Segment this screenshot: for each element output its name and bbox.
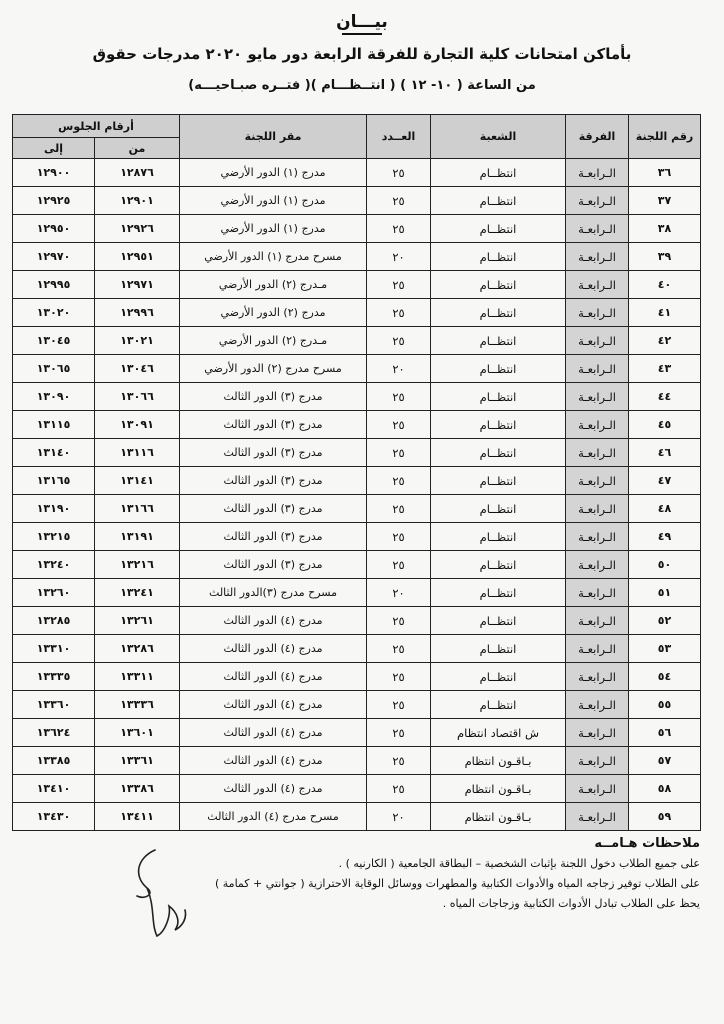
location-cell: مدرج (٤) الدور الثالث xyxy=(180,719,367,747)
seat-to-cell: ١٢٩٩٥ xyxy=(13,271,95,299)
table-row xyxy=(13,299,701,327)
committee-number-cell: ٣٦ xyxy=(629,159,701,187)
year-cell: الـرابعـة xyxy=(566,803,629,831)
note-item: على الطلاب توفير زجاجه المياه والأدوات الكتابية والمطهرات ووسائل الوقاية الاحترازية ( جوانتي + كمامة ) xyxy=(215,877,700,890)
year-cell: الـرابعـة xyxy=(566,579,629,607)
seat-to-cell: ١٣٢١٥ xyxy=(13,523,95,551)
year-cell: الـرابعـة xyxy=(566,523,629,551)
count-cell: ٢٥ xyxy=(367,159,431,187)
location-cell: مدرج (٤) الدور الثالث xyxy=(180,607,367,635)
table-row xyxy=(13,439,701,467)
seat-from-cell: ١٣٠٦٦ xyxy=(95,383,180,411)
count-cell: ٢٥ xyxy=(367,663,431,691)
count-cell: ٢٥ xyxy=(367,271,431,299)
division-cell: انتظــام xyxy=(431,243,566,271)
location-cell: مدرج (٣) الدور الثالث xyxy=(180,523,367,551)
year-cell: الـرابعـة xyxy=(566,355,629,383)
committee-number-cell: ٤٥ xyxy=(629,411,701,439)
count-cell: ٢٥ xyxy=(367,775,431,803)
committee-number-cell: ٣٨ xyxy=(629,215,701,243)
table-row xyxy=(13,383,701,411)
location-cell: مدرج (٤) الدور الثالث xyxy=(180,747,367,775)
seat-from-cell: ١٢٩٠١ xyxy=(95,187,180,215)
committee-number-cell: ٤٤ xyxy=(629,383,701,411)
table-row xyxy=(13,215,701,243)
division-cell: انتظــام xyxy=(431,691,566,719)
table-row xyxy=(13,635,701,663)
year-cell: الـرابعـة xyxy=(566,159,629,187)
count-cell: ٢٥ xyxy=(367,299,431,327)
table-row xyxy=(13,355,701,383)
seat-to-cell: ١٣٢٦٠ xyxy=(13,579,95,607)
document-subtitle: بأماكن امتحانات كلية التجارة للفرقة الرابعة دور مايو ٢٠٢٠ مدرجات حقوق xyxy=(92,45,632,63)
location-cell: مسرح مدرج (٣)الدور الثالث xyxy=(180,579,367,607)
session-period: (فتــره صبـاحيـــه )من الساعة ( ١٠- ١٢ ) ( انتــظـــام ) xyxy=(188,78,536,93)
committee-number-cell: ٤٨ xyxy=(629,495,701,523)
document-title: بيـــان xyxy=(336,12,388,32)
note-item: على جميع الطلاب دخول اللجنة بإثبات الشخصية – البطاقة الجامعية ( الكارنيه ) . xyxy=(338,857,700,870)
year-cell: الـرابعـة xyxy=(566,691,629,719)
count-cell: ٢٠ xyxy=(367,803,431,831)
year-cell: الـرابعـة xyxy=(566,243,629,271)
count-cell: ٢٥ xyxy=(367,187,431,215)
seat-to-cell: ١٣٤١٠ xyxy=(13,775,95,803)
committee-number-cell: ٣٩ xyxy=(629,243,701,271)
count-cell: ٢٥ xyxy=(367,383,431,411)
year-cell: الـرابعـة xyxy=(566,551,629,579)
table-row xyxy=(13,243,701,271)
committee-number-cell: ٥٥ xyxy=(629,691,701,719)
seat-to-cell: ١٣١٤٠ xyxy=(13,439,95,467)
note-item: يحظ على الطلاب تبادل الأدوات الكتابية وزجاجات المياه . xyxy=(442,897,700,910)
committee-number-cell: ٥٨ xyxy=(629,775,701,803)
seat-from-cell: ١٢٩٧١ xyxy=(95,271,180,299)
division-cell: انتظــام xyxy=(431,383,566,411)
count-cell: ٢٥ xyxy=(367,747,431,775)
committee-number-cell: ٥٣ xyxy=(629,635,701,663)
location-cell: مدرج (٤) الدور الثالث xyxy=(180,635,367,663)
year-cell: الـرابعـة xyxy=(566,467,629,495)
year-cell: الـرابعـة xyxy=(566,299,629,327)
seat-from-cell: ١٢٩٢٦ xyxy=(95,215,180,243)
location-cell: مدرج (٣) الدور الثالث xyxy=(180,383,367,411)
table-row xyxy=(13,607,701,635)
location-cell: مدرج (٣) الدور الثالث xyxy=(180,467,367,495)
seat-from-cell: ١٢٩٥١ xyxy=(95,243,180,271)
committee-number-cell: ٤٣ xyxy=(629,355,701,383)
count-cell: ٢٥ xyxy=(367,635,431,663)
table-row xyxy=(13,495,701,523)
year-cell: الـرابعـة xyxy=(566,187,629,215)
seat-from-cell: ١٣٣٦١ xyxy=(95,747,180,775)
table-row xyxy=(13,271,701,299)
seat-to-cell: ١٣٢٨٥ xyxy=(13,607,95,635)
seat-from-cell: ١٣١٩١ xyxy=(95,523,180,551)
year-cell: الـرابعـة xyxy=(566,663,629,691)
location-cell: مدرج (٤) الدور الثالث xyxy=(180,691,367,719)
seat-from-cell: ١٣٠٢١ xyxy=(95,327,180,355)
seat-from-cell: ١٣٣٨٦ xyxy=(95,775,180,803)
table-row xyxy=(13,327,701,355)
table-row xyxy=(13,187,701,215)
seat-to-cell: ١٣٣١٠ xyxy=(13,635,95,663)
table-row xyxy=(13,691,701,719)
year-cell: الـرابعـة xyxy=(566,439,629,467)
table-row xyxy=(13,159,701,187)
division-cell: انتظــام xyxy=(431,159,566,187)
seat-from-cell: ١٣١٤١ xyxy=(95,467,180,495)
count-cell: ٢٠ xyxy=(367,355,431,383)
year-cell: الـرابعـة xyxy=(566,411,629,439)
year-cell: الـرابعـة xyxy=(566,635,629,663)
count-cell: ٢٠ xyxy=(367,579,431,607)
count-cell: ٢٥ xyxy=(367,691,431,719)
header-count: العــدد xyxy=(367,115,431,159)
year-cell: الـرابعـة xyxy=(566,327,629,355)
location-cell: مسرح مدرج (١) الدور الأرضي xyxy=(180,243,367,271)
seat-from-cell: ١٣١١٦ xyxy=(95,439,180,467)
year-cell: الـرابعـة xyxy=(566,215,629,243)
table-body xyxy=(13,159,701,831)
header-location: مقر اللجنة xyxy=(180,115,367,159)
committee-number-cell: ٥٤ xyxy=(629,663,701,691)
table-row xyxy=(13,523,701,551)
table-row xyxy=(13,467,701,495)
committee-number-cell: ٥٠ xyxy=(629,551,701,579)
division-cell: انتظــام xyxy=(431,495,566,523)
table-row xyxy=(13,747,701,775)
count-cell: ٢٥ xyxy=(367,439,431,467)
seat-to-cell: ١٣١١٥ xyxy=(13,411,95,439)
table-row xyxy=(13,775,701,803)
location-cell: مـدرج (٢) الدور الأرضي xyxy=(180,271,367,299)
table-row xyxy=(13,551,701,579)
division-cell: انتظــام xyxy=(431,355,566,383)
division-cell: بـاقـون انتظام xyxy=(431,803,566,831)
seat-from-cell: ١٣٤١١ xyxy=(95,803,180,831)
notes-section xyxy=(100,836,700,917)
division-cell: انتظــام xyxy=(431,439,566,467)
seat-to-cell: ١٢٩٢٥ xyxy=(13,187,95,215)
year-cell: الـرابعـة xyxy=(566,495,629,523)
location-cell: مدرج (١) الدور الأرضي xyxy=(180,215,367,243)
seat-to-cell: ١٣٦٢٤ xyxy=(13,719,95,747)
seat-to-cell: ١٣٣٣٥ xyxy=(13,663,95,691)
count-cell: ٢٠ xyxy=(367,243,431,271)
table-row xyxy=(13,719,701,747)
committee-number-cell: ٤٧ xyxy=(629,467,701,495)
seat-from-cell: ١٢٩٩٦ xyxy=(95,299,180,327)
location-cell: مسرح مدرج (٢) الدور الأرضي xyxy=(180,355,367,383)
seat-to-cell: ١٣٣٦٠ xyxy=(13,691,95,719)
location-cell: مدرج (٣) الدور الثالث xyxy=(180,551,367,579)
table-row xyxy=(13,803,701,831)
division-cell: ش اقتصاد انتظام xyxy=(431,719,566,747)
division-cell: انتظــام xyxy=(431,299,566,327)
division-cell: انتظــام xyxy=(431,327,566,355)
division-cell: انتظــام xyxy=(431,215,566,243)
division-cell: انتظــام xyxy=(431,579,566,607)
year-cell: الـرابعـة xyxy=(566,719,629,747)
seat-to-cell: ١٣١٦٥ xyxy=(13,467,95,495)
location-cell: مدرج (٣) الدور الثالث xyxy=(180,495,367,523)
count-cell: ٢٥ xyxy=(367,327,431,355)
seat-from-cell: ١٣٢٤١ xyxy=(95,579,180,607)
location-cell: مدرج (٤) الدور الثالث xyxy=(180,663,367,691)
division-cell: انتظــام xyxy=(431,467,566,495)
committee-number-cell: ٣٧ xyxy=(629,187,701,215)
location-cell: مدرج (٣) الدور الثالث xyxy=(180,411,367,439)
count-cell: ٢٥ xyxy=(367,467,431,495)
header-division: الشعبة xyxy=(431,115,566,159)
count-cell: ٢٥ xyxy=(367,495,431,523)
division-cell: بـاقـون انتظام xyxy=(431,747,566,775)
seat-to-cell: ١٣٠٦٥ xyxy=(13,355,95,383)
table-row xyxy=(13,663,701,691)
seat-from-cell: ١٣٢١٦ xyxy=(95,551,180,579)
seat-from-cell: ١٣١٦٦ xyxy=(95,495,180,523)
header-year: الفرقة xyxy=(566,115,629,159)
committee-number-cell: ٤٩ xyxy=(629,523,701,551)
division-cell: انتظــام xyxy=(431,607,566,635)
header-committee-no: رقم اللجنة xyxy=(629,115,701,159)
year-cell: الـرابعـة xyxy=(566,607,629,635)
count-cell: ٢٥ xyxy=(367,719,431,747)
title-underline xyxy=(342,33,382,35)
division-cell: انتظــام xyxy=(431,551,566,579)
seat-to-cell: ١٢٩٧٠ xyxy=(13,243,95,271)
count-cell: ٢٥ xyxy=(367,607,431,635)
seat-to-cell: ١٣٠٩٠ xyxy=(13,383,95,411)
seat-from-cell: ١٣٢٨٦ xyxy=(95,635,180,663)
committees-table xyxy=(12,114,701,831)
seat-from-cell: ١٣٠٩١ xyxy=(95,411,180,439)
division-cell: انتظــام xyxy=(431,663,566,691)
committee-number-cell: ٥٩ xyxy=(629,803,701,831)
seat-from-cell: ١٣٢٦١ xyxy=(95,607,180,635)
division-cell: انتظــام xyxy=(431,187,566,215)
seat-to-cell: ١٣٤٣٠ xyxy=(13,803,95,831)
committee-number-cell: ٤١ xyxy=(629,299,701,327)
committee-number-cell: ٤٦ xyxy=(629,439,701,467)
location-cell: مدرج (٢) الدور الأرضي xyxy=(180,299,367,327)
committee-number-cell: ٥١ xyxy=(629,579,701,607)
division-cell: بـاقـون انتظام xyxy=(431,775,566,803)
committee-number-cell: ٤٠ xyxy=(629,271,701,299)
seat-to-cell: ١٢٩٠٠ xyxy=(13,159,95,187)
location-cell: مدرج (٤) الدور الثالث xyxy=(180,775,367,803)
committee-number-cell: ٥٢ xyxy=(629,607,701,635)
location-cell: مدرج (١) الدور الأرضي xyxy=(180,187,367,215)
location-cell: مدرج (١) الدور الأرضي xyxy=(180,159,367,187)
seat-to-cell: ١٣٢٤٠ xyxy=(13,551,95,579)
count-cell: ٢٥ xyxy=(367,551,431,579)
seat-to-cell: ١٣٣٨٥ xyxy=(13,747,95,775)
year-cell: الـرابعـة xyxy=(566,383,629,411)
seat-from-cell: ١٣٣١١ xyxy=(95,663,180,691)
seat-to-cell: ١٣٠٤٥ xyxy=(13,327,95,355)
count-cell: ٢٥ xyxy=(367,411,431,439)
committee-number-cell: ٥٦ xyxy=(629,719,701,747)
seat-to-cell: ١٣٠٢٠ xyxy=(13,299,95,327)
location-cell: مدرج (٣) الدور الثالث xyxy=(180,439,367,467)
seat-from-cell: ١٣٣٣٦ xyxy=(95,691,180,719)
seat-from-cell: ١٣٠٤٦ xyxy=(95,355,180,383)
location-cell: مسرح مدرج (٤) الدور الثالث xyxy=(180,803,367,831)
table-row xyxy=(13,411,701,439)
header-seat-numbers: أرقام الجلوس xyxy=(13,115,180,138)
location-cell: مـدرج (٢) الدور الأرضي xyxy=(180,327,367,355)
division-cell: انتظــام xyxy=(431,411,566,439)
seat-from-cell: ١٢٨٧٦ xyxy=(95,159,180,187)
seat-to-cell: ١٣١٩٠ xyxy=(13,495,95,523)
division-cell: انتظــام xyxy=(431,635,566,663)
header-from: من xyxy=(95,138,180,159)
year-cell: الـرابعـة xyxy=(566,775,629,803)
seat-to-cell: ١٢٩٥٠ xyxy=(13,215,95,243)
seat-from-cell: ١٣٦٠١ xyxy=(95,719,180,747)
division-cell: انتظــام xyxy=(431,271,566,299)
year-cell: الـرابعـة xyxy=(566,271,629,299)
notes-heading: ملاحظات هـامــه xyxy=(594,836,700,851)
table-row xyxy=(13,579,701,607)
year-cell: الـرابعـة xyxy=(566,747,629,775)
committee-number-cell: ٥٧ xyxy=(629,747,701,775)
count-cell: ٢٥ xyxy=(367,523,431,551)
header-to: إلى xyxy=(13,138,95,159)
count-cell: ٢٥ xyxy=(367,215,431,243)
committee-number-cell: ٤٢ xyxy=(629,327,701,355)
division-cell: انتظــام xyxy=(431,523,566,551)
